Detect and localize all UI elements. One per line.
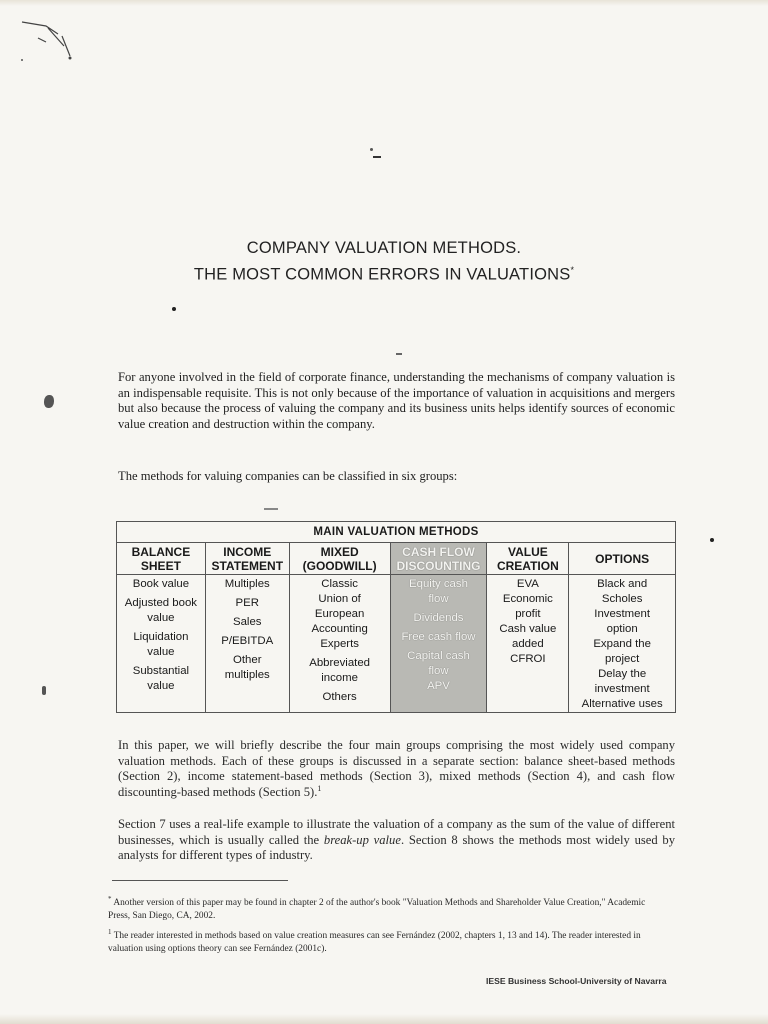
scan-speck [172, 307, 176, 311]
method-item: Others [322, 691, 357, 703]
column-mixed [289, 575, 390, 713]
method-item: PER [235, 597, 259, 609]
title-footnote-marker: * [570, 265, 575, 275]
intro-paragraph: For anyone involved in the field of corporate finance, understanding the mechanisms of company valuation is an indispensable requisite. This is not only because of the importance of valuation in acquisitions and mergers but also because the process of valuing the company and its business units helps identify sources of economic value creation and destruction within the company. [118, 370, 675, 431]
method-item: Multiples [224, 578, 270, 590]
method-item: Expand the [593, 638, 651, 650]
method-item: P/EBITDA [221, 635, 274, 647]
method-item: Liquidation [133, 631, 189, 643]
method-item: Investment [594, 608, 650, 620]
page-footer: IESE Business School-University of Navarra [486, 976, 667, 986]
method-item: flow [428, 665, 449, 677]
method-item: European [314, 608, 365, 620]
title-line-1: COMPANY VALUATION METHODS. [246, 239, 522, 257]
method-item: Adjusted book [124, 597, 197, 609]
method-item: Black and [597, 578, 648, 590]
body-paragraph-break-up: Section 7 uses a real-life example to illustrate the valuation of a company as the sum of the value of different businesses, which is usually called the break-up value. Section 8 shows the methods most widely used by analysts for different types of industry. [118, 817, 676, 863]
method-item: Sales [233, 616, 262, 628]
method-item: value [147, 612, 175, 624]
method-item: APV [427, 680, 450, 692]
table-caption: MAIN VALUATION METHODS [117, 522, 676, 543]
column-header-balance-sheet: BALANCE SHEET [117, 543, 206, 575]
column-header-value-creation: VALUE CREATION [487, 543, 569, 575]
method-item: Equity cash [409, 578, 468, 590]
column-options [569, 575, 676, 713]
emphasis-break-up-value: break-up value [323, 832, 401, 847]
scan-blot [42, 686, 46, 695]
method-item: added [512, 638, 544, 650]
footnote-reference: 1 [317, 783, 322, 793]
column-income-statement [205, 575, 289, 713]
column-balance-sheet [117, 575, 206, 713]
column-value-creation [487, 575, 569, 713]
method-item: project [605, 653, 640, 665]
method-item: Other [233, 654, 262, 666]
scan-speck [396, 353, 402, 355]
scan-blot [44, 395, 54, 408]
method-item: Cash value [499, 623, 557, 635]
method-item: Substantial [132, 665, 190, 677]
scan-speck [370, 148, 373, 151]
scan-speck [373, 156, 381, 158]
method-item: Alternative uses [581, 698, 663, 710]
method-item: flow [428, 593, 449, 605]
method-item: Scholes [601, 593, 643, 605]
scan-speck [264, 508, 278, 510]
method-item: Accounting [311, 623, 368, 635]
groups-sentence: The methods for valuing companies can be classified in six groups: [118, 469, 458, 483]
footnote-divider [112, 880, 288, 881]
method-item: profit [515, 608, 541, 620]
valuation-methods-table [116, 521, 676, 713]
column-header-income-statement: INCOME STATEMENT [205, 543, 289, 575]
column-cash-flow-discounting [390, 575, 487, 713]
page-title [0, 237, 768, 286]
method-item: Economic [502, 593, 553, 605]
method-item: multiples [224, 669, 270, 681]
body-paragraph-sections: In this paper, we will briefly describe the four main groups comprising the most widely used company valuation methods. Each of these groups is discussed in a separate section: balance sheet-based methods (Section 2), income statement-based methods (Section 3), mixed methods (Section 4), and cash flow discounting-based methods (Section 5).$^1$ [118, 738, 675, 799]
method-item: Capital cash [407, 650, 470, 662]
title-line-2: THE MOST COMMON ERRORS IN VALUATIONS* [193, 265, 575, 284]
method-item: EVA [516, 578, 539, 590]
method-item: investment [594, 683, 650, 695]
method-item: Experts [320, 638, 359, 650]
method-item: Classic [321, 578, 358, 590]
column-header-options: OPTIONS [569, 543, 676, 575]
method-item: Free cash flow [401, 631, 476, 643]
scan-smudge [18, 16, 98, 66]
method-item: value [147, 646, 175, 658]
method-item: income [321, 672, 358, 684]
method-item: Dividends [413, 612, 464, 624]
column-header-mixed: MIXED (GOODWILL) [289, 543, 390, 575]
method-item: Delay the [598, 668, 647, 680]
scan-speck [710, 538, 714, 542]
method-item: option [606, 623, 638, 635]
footnote-1: $^1$ The reader interested in methods based on value creation measures can see Fernández (2002, chapters 1, 13 and 14). The reader interested in valuation using options theory can see Fernández (2001c). [108, 928, 641, 955]
method-item: value [147, 680, 175, 692]
method-item: Book value [132, 578, 190, 590]
method-item: CFROI [510, 653, 546, 665]
column-header-cash-flow-discounting: CASH FLOW DISCOUNTING [390, 543, 487, 575]
footnote-star: * Another version of this paper may be found in chapter 2 of the author's book "Valuation Methods and Shareholder Value Creation," Academic Press, San Diego, CA, 2002. [108, 895, 646, 922]
method-item: Abbreviated [309, 657, 371, 669]
method-item: Union of [318, 593, 361, 605]
